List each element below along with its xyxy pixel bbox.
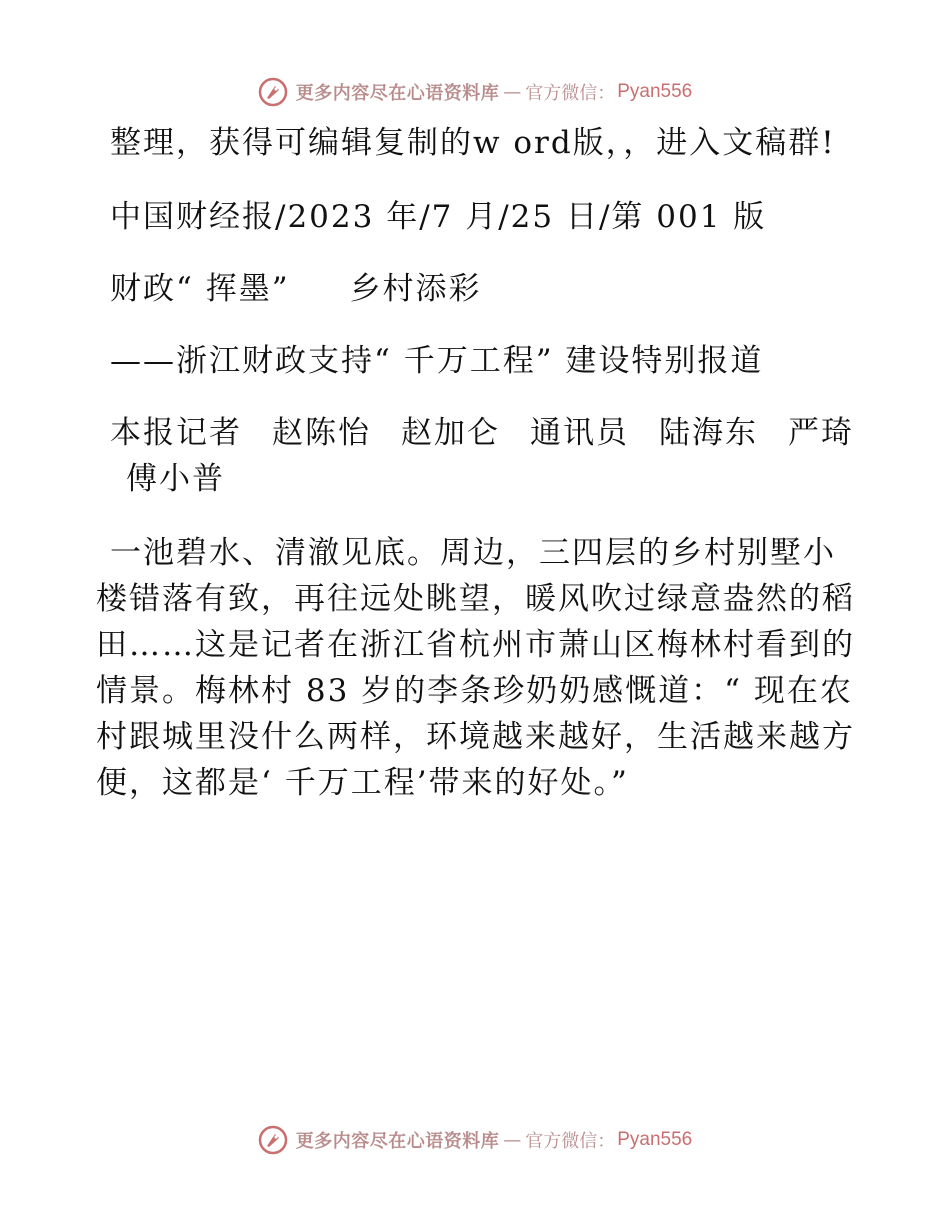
byline-name-1: 赵陈怡 [272, 415, 371, 451]
watermark-wechat-id: Pyan556 [617, 1129, 693, 1150]
footer-watermark [0, 1120, 950, 1160]
byline-role-reporter: 本报记者 [110, 415, 242, 451]
byline-name-2: 赵加仑 [401, 415, 500, 451]
pen-nib-logo-icon [258, 1125, 288, 1155]
article-title [96, 266, 856, 312]
document-body [96, 120, 856, 834]
watermark-brand: 更多内容尽在心语资料库 [295, 83, 500, 104]
title-part-a: 财政“ 挥墨” [110, 271, 290, 307]
byline-name-4: 严琦 [788, 415, 854, 451]
title-part-b: 乡村添彩 [349, 271, 482, 307]
watermark-separator: — [503, 1129, 522, 1151]
byline-name-3: 陆海东 [659, 415, 758, 451]
source-line: 中国财经报/2023 年/7 月/25 日/第 001 版 [110, 199, 767, 235]
watermark-wechat-label: 官方微信： [525, 1131, 616, 1152]
byline-name-5: 傅小普 [126, 461, 225, 497]
watermark-wechat-id: Pyan556 [617, 81, 693, 102]
watermark-wechat-label: 官方微信： [525, 83, 616, 104]
watermark-separator: — [503, 81, 522, 103]
article-subtitle: ——浙江财政支持“ 千万工程” 建设特别报道 [110, 343, 764, 379]
byline [96, 410, 856, 502]
byline-role-correspondent: 通讯员 [530, 415, 629, 451]
pen-nib-logo-icon [258, 77, 288, 107]
intro-paragraph: 整理，获得可编辑复制的w ord版，，进入文稿群! [110, 125, 836, 161]
body-paragraph: 一池碧水、清澈见底。周边，三四层的乡村别墅小楼错落有致，再往远处眺望，暖风吹过绿意盎然的稻田……这是记者在浙江省杭州市萧山区梅林村看到的情景。梅林村 83 岁的李条珍奶奶感慨道：“ 现在农村跟城里没什么两样，环境越来越好，生活越来越方便，这都是‘ 千万工程’带来的好处。” [96, 535, 855, 801]
header-watermark [0, 72, 950, 112]
watermark-brand: 更多内容尽在心语资料库 [295, 1131, 500, 1152]
